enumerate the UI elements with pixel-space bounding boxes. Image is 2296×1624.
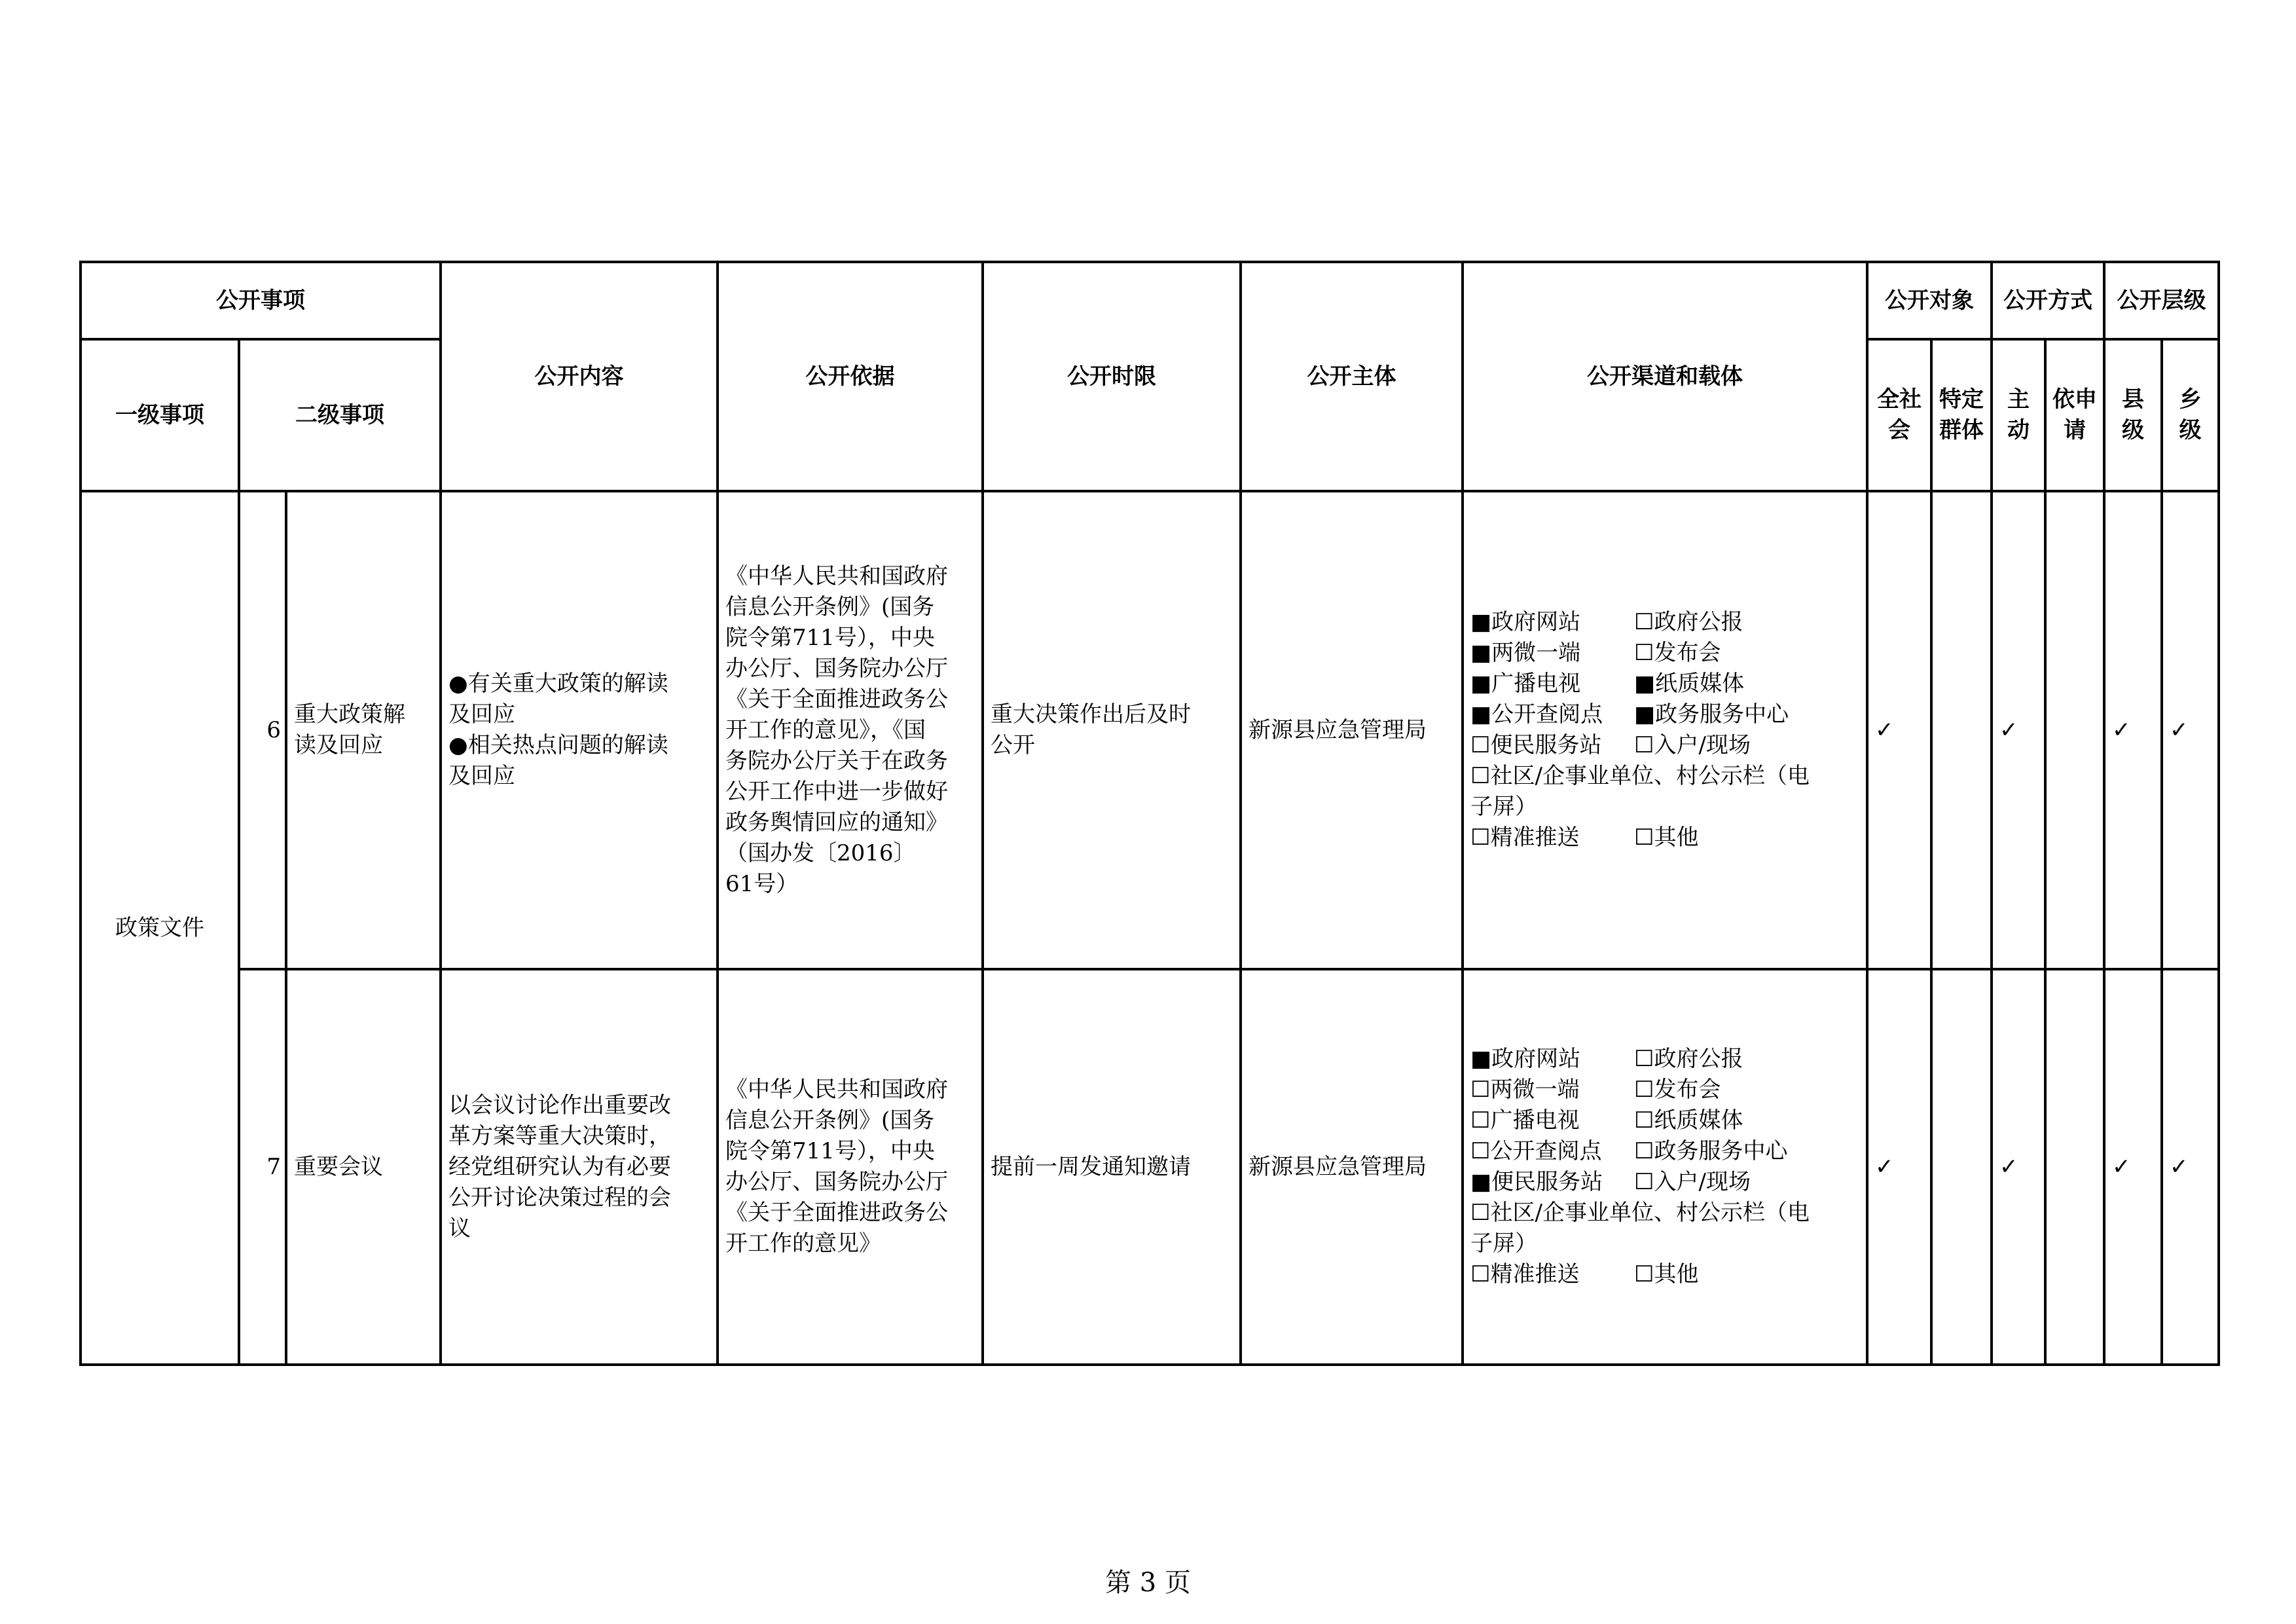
check-specific-group xyxy=(1931,969,1992,1365)
header-audience-all-line: 会 xyxy=(1888,417,1911,443)
channel-row xyxy=(1470,1259,1859,1290)
basis-line: 办公厅、国务院办公厅 xyxy=(725,655,949,682)
item-line: 重大政策解 xyxy=(294,701,405,728)
header-content: 公开内容 xyxy=(441,262,718,491)
basis-line: （国办发〔2016〕 xyxy=(725,840,916,866)
channel-option: ■广播电视 xyxy=(1470,671,1581,697)
basis-line: 公开工作中进一步做好 xyxy=(725,778,949,805)
basis-line: 院令第711号），中央 xyxy=(725,1138,935,1164)
basis-line: 政务舆情回应的通知》 xyxy=(725,809,949,836)
time-limit-cell xyxy=(983,969,1241,1365)
category-cell: 政策文件 xyxy=(81,491,239,1365)
header-level1: 一级事项 xyxy=(81,339,239,491)
basis-line: 61号） xyxy=(725,870,799,897)
check-on-request xyxy=(2045,969,2104,1365)
content-line: 公开讨论决策过程的会 xyxy=(448,1184,672,1211)
check-county: ✓ xyxy=(2104,969,2162,1365)
item-cell xyxy=(286,969,441,1365)
header-level-township-line: 级 xyxy=(2179,417,2202,443)
channel-option: ☐公开查阅点 xyxy=(1470,1138,1602,1164)
content-cell xyxy=(441,491,718,969)
header-method-active-line: 动 xyxy=(2007,417,2030,443)
channel-row xyxy=(1470,1136,1859,1167)
check-county: ✓ xyxy=(2104,491,2162,969)
channel-row xyxy=(1470,1105,1859,1136)
header-level2: 二级事项 xyxy=(239,339,441,491)
header-audience-all xyxy=(1867,339,1931,491)
channel-community-line: 子屏） xyxy=(1470,794,1538,820)
time-limit-cell xyxy=(983,491,1241,969)
check-township: ✓ xyxy=(2162,491,2219,969)
basis-cell xyxy=(718,969,983,1365)
time-limit-line: 提前一周发通知邀请 xyxy=(991,1153,1192,1180)
basis-cell xyxy=(718,491,983,969)
channel-option: ■便民服务站 xyxy=(1470,1169,1603,1195)
header-audience: 公开对象 xyxy=(1867,262,1992,339)
channel-option: ■政务服务中心 xyxy=(1634,701,1789,728)
channels-cell xyxy=(1463,969,1867,1365)
subject-cell: 新源县应急管理局 xyxy=(1241,969,1463,1365)
check-specific-group xyxy=(1931,491,1992,969)
channel-row xyxy=(1470,1075,1859,1105)
header-row-1 xyxy=(81,262,2219,339)
content-line: 经党组研究认为有必要 xyxy=(448,1153,672,1180)
channel-option: ☐纸质媒体 xyxy=(1634,1107,1743,1134)
subject-cell: 新源县应急管理局 xyxy=(1241,491,1463,969)
check-all-society: ✓ xyxy=(1867,491,1931,969)
channel-option: ☐两微一端 xyxy=(1470,1077,1580,1103)
check-active: ✓ xyxy=(1992,969,2045,1365)
table-row xyxy=(81,969,2219,1365)
content-cell xyxy=(441,969,718,1365)
channels-cell xyxy=(1463,491,1867,969)
header-time-limit: 公开时限 xyxy=(983,262,1241,491)
time-limit-line: 重大决策作出后及时 xyxy=(991,701,1192,728)
header-level-county-line: 县 xyxy=(2122,386,2145,413)
channel-option: ■纸质媒体 xyxy=(1634,671,1745,697)
channel-option: ☐其他 xyxy=(1634,824,1699,851)
channel-option: ☐便民服务站 xyxy=(1470,732,1602,758)
header-audience-all-line: 全社 xyxy=(1877,386,1922,413)
channel-option: ☐入户/现场 xyxy=(1634,1169,1751,1195)
content-line: 以会议讨论作出重要改 xyxy=(448,1092,672,1118)
channel-option: ☐政府公报 xyxy=(1634,1046,1743,1072)
content-line: 及回应 xyxy=(448,701,516,728)
channel-option: ■政府网站 xyxy=(1470,609,1581,635)
check-township: ✓ xyxy=(2162,969,2219,1365)
disclosure-table xyxy=(79,261,2220,1366)
header-audience-specific xyxy=(1931,339,1992,491)
channel-option: ☐发布会 xyxy=(1634,1077,1721,1103)
page-number: 第 3 页 xyxy=(1105,1568,1191,1598)
header-public-items: 公开事项 xyxy=(81,262,441,339)
basis-line: 信息公开条例》(国务 xyxy=(725,1107,935,1134)
header-method-active-line: 主 xyxy=(2007,386,2030,413)
header-method-request-line: 依申 xyxy=(2052,386,2098,413)
header-channels: 公开渠道和载体 xyxy=(1463,262,1867,491)
channel-option: ☐发布会 xyxy=(1634,640,1721,666)
content-line: 革方案等重大决策时， xyxy=(448,1122,672,1149)
header-level-county xyxy=(2104,339,2162,491)
channel-option: ☐其他 xyxy=(1634,1261,1699,1287)
header-level-township-line: 乡 xyxy=(2179,386,2202,413)
channel-option: ☐精准推送 xyxy=(1470,824,1580,851)
channel-option: ☐政务服务中心 xyxy=(1634,1138,1788,1164)
channel-row xyxy=(1470,1167,1859,1198)
row-number: 7 xyxy=(239,969,286,1365)
channel-option: ■政府网站 xyxy=(1470,1046,1581,1072)
content-line: ●有关重大政策的解读 xyxy=(448,671,668,697)
channel-row xyxy=(1470,607,1859,638)
header-method: 公开方式 xyxy=(1992,262,2104,339)
basis-line: 信息公开条例》(国务 xyxy=(725,593,935,620)
channel-option: ☐入户/现场 xyxy=(1634,732,1751,758)
basis-line: 《关于全面推进政务公 xyxy=(725,1200,949,1226)
item-line: 重要会议 xyxy=(294,1153,383,1180)
content-line: ●相关热点问题的解读 xyxy=(448,732,668,758)
basis-line: 《关于全面推进政务公 xyxy=(725,686,949,712)
header-method-request-line: 请 xyxy=(2064,417,2086,443)
header-basis: 公开依据 xyxy=(718,262,983,491)
basis-line: 院令第711号），中央 xyxy=(725,624,935,651)
check-active: ✓ xyxy=(1992,491,2045,969)
channel-option: ■公开查阅点 xyxy=(1470,701,1603,728)
header-level-county-line: 级 xyxy=(2122,417,2145,443)
channel-row xyxy=(1470,638,1859,669)
header-method-request xyxy=(2045,339,2104,491)
item-line: 读及回应 xyxy=(294,732,383,758)
header-level-township xyxy=(2162,339,2219,491)
check-all-society: ✓ xyxy=(1867,969,1931,1365)
channel-community-line: ☐社区/企事业单位、村公示栏（电 xyxy=(1470,1200,1810,1226)
table-row xyxy=(81,491,2219,969)
header-method-active xyxy=(1992,339,2045,491)
basis-line: 开工作的意见》 xyxy=(725,1230,882,1257)
content-line: 议 xyxy=(448,1215,471,1242)
channel-community-line: 子屏） xyxy=(1470,1230,1538,1257)
channel-option: ☐政府公报 xyxy=(1634,609,1743,635)
header-audience-specific-line: 群体 xyxy=(1939,417,1984,443)
channel-option: ■两微一端 xyxy=(1470,640,1581,666)
header-subject: 公开主体 xyxy=(1241,262,1463,491)
channel-row xyxy=(1470,1044,1859,1075)
check-on-request xyxy=(2045,491,2104,969)
channel-row xyxy=(1470,822,1859,853)
content-line: 及回应 xyxy=(448,763,516,789)
channel-row xyxy=(1470,669,1859,699)
channel-row xyxy=(1470,730,1859,761)
basis-line: 办公厅、国务院办公厅 xyxy=(725,1169,949,1195)
header-audience-specific-line: 特定 xyxy=(1939,386,1984,413)
channel-option: ☐广播电视 xyxy=(1470,1107,1580,1134)
basis-line: 《中华人民共和国政府 xyxy=(725,1077,949,1103)
basis-line: 务院办公厅关于在政务 xyxy=(725,747,949,774)
channel-option: ☐精准推送 xyxy=(1470,1261,1580,1287)
row-number: 6 xyxy=(239,491,286,969)
channel-row xyxy=(1470,699,1859,730)
time-limit-line: 公开 xyxy=(991,732,1036,758)
channel-community-line: ☐社区/企事业单位、村公示栏（电 xyxy=(1470,763,1810,789)
basis-line: 开工作的意见》，《国 xyxy=(725,716,926,743)
item-cell xyxy=(286,491,441,969)
basis-line: 《中华人民共和国政府 xyxy=(725,563,949,589)
header-level: 公开层级 xyxy=(2104,262,2219,339)
